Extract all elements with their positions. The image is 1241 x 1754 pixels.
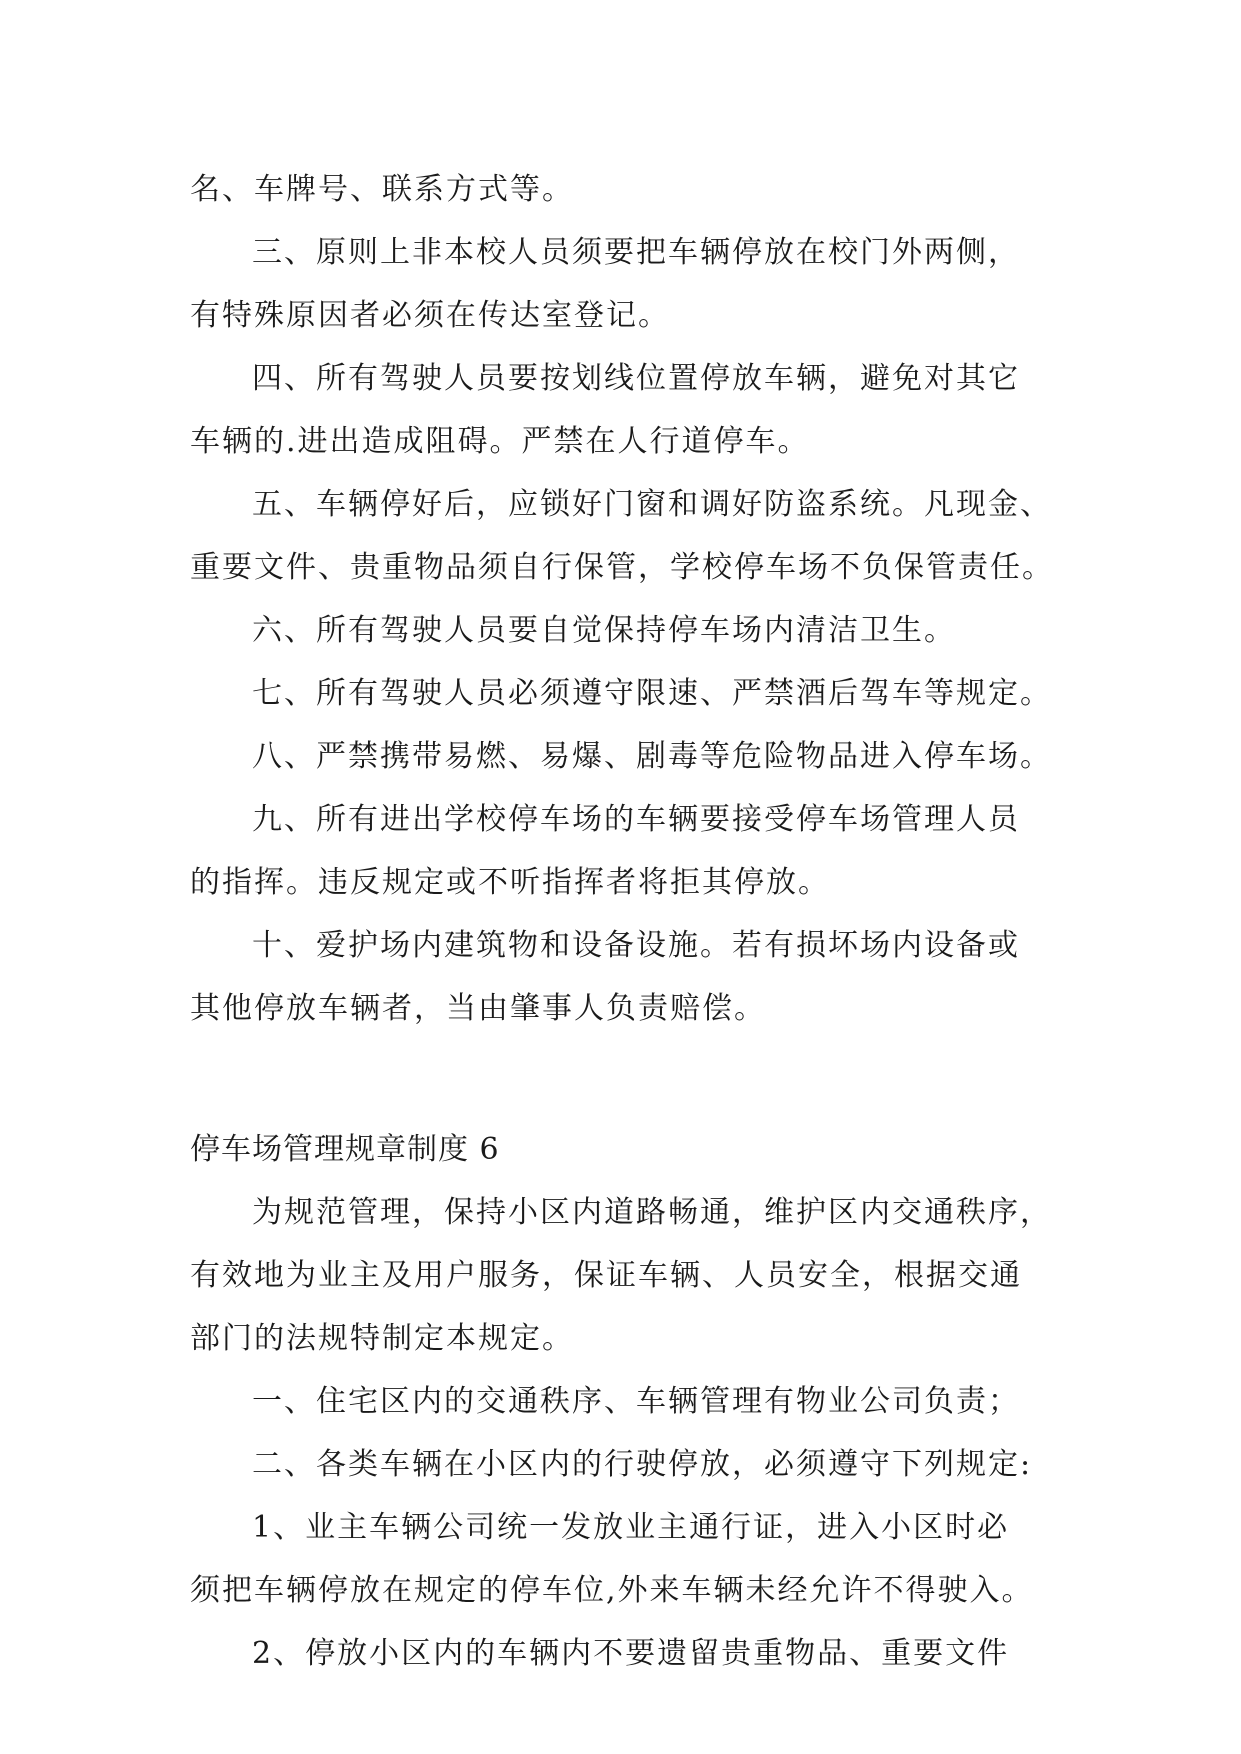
text-line: 一、住宅区内的交通秩序、车辆管理有物业公司负责；	[252, 1384, 1020, 1419]
text-line: 1、业主车辆公司统一发放业主通行证，进入小区时必	[252, 1510, 1010, 1545]
text-line: 其他停放车辆者，当由肇事人负责赔偿。	[190, 991, 766, 1026]
text-line: 九、所有进出学校停车场的车辆要接受停车场管理人员	[252, 802, 1020, 837]
text-line: 二、各类车辆在小区内的行驶停放，必须遵守下列规定:	[252, 1447, 1033, 1482]
text-line: 七、所有驾驶人员必须遵守限速、严禁酒后驾车等规定。	[252, 676, 1052, 711]
text-line: 五、车辆停好后，应锁好门窗和调好防盗系统。凡现金、	[252, 487, 1052, 522]
text-line: 2、停放小区内的车辆内不要遗留贵重物品、重要文件	[252, 1636, 1010, 1671]
text-line: 八、严禁携带易燃、易爆、剧毒等危险物品进入停车场。	[252, 739, 1052, 774]
text-line: 的指挥。违反规定或不听指挥者将拒其停放。	[190, 865, 830, 900]
text-line: 须把车辆停放在规定的停车位,外来车辆未经允许不得驶入。	[190, 1573, 1034, 1608]
document-body	[190, 158, 1054, 1685]
text-line: 六、所有驾驶人员要自觉保持停车场内清洁卫生。	[252, 613, 956, 648]
section-title: 停车场管理规章制度 6	[190, 1132, 500, 1167]
text-line: 三、原则上非本校人员须要把车辆停放在校门外两侧，	[252, 235, 1020, 270]
text-line: 名、车牌号、联系方式等。	[190, 172, 574, 207]
text-line: 车辆的.进出造成阻碍。严禁在人行道停车。	[190, 424, 810, 459]
text-line: 为规范管理，保持小区内道路畅通，维护区内交通秩序，	[252, 1195, 1052, 1230]
text-line: 有效地为业主及用户服务，保证车辆、人员安全，根据交通	[190, 1258, 1022, 1293]
regulations-block-2	[190, 1181, 1050, 1685]
text-line: 重要文件、贵重物品须自行保管，学校停车场不负保管责任。	[190, 550, 1054, 585]
section-gap	[190, 1040, 1050, 1118]
text-line: 有特殊原因者必须在传达室登记。	[190, 298, 670, 333]
text-line: 部门的法规特制定本规定。	[190, 1321, 574, 1356]
regulations-block-1	[190, 158, 1054, 1040]
text-line: 十、爱护场内建筑物和设备设施。若有损坏场内设备或	[252, 928, 1020, 963]
text-line: 四、所有驾驶人员要按划线位置停放车辆，避免对其它	[252, 361, 1020, 396]
